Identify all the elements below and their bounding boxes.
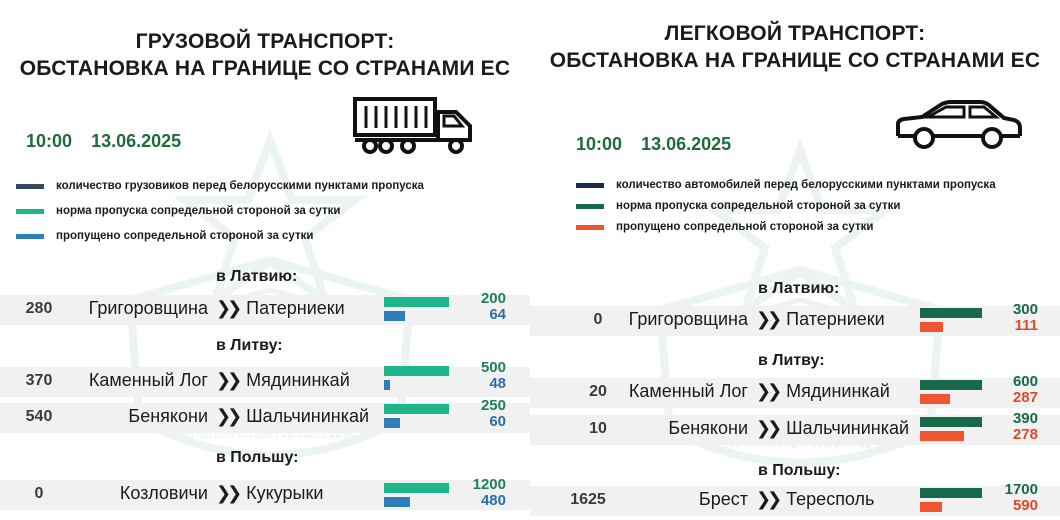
legend-swatch-queue [16, 184, 44, 189]
legend-swatch-norm [576, 204, 604, 209]
value-passed: 64 [489, 306, 506, 323]
bar-passed [920, 394, 950, 404]
legend-item-norm [576, 198, 900, 214]
legend-label-norm: норма пропуска сопредельной стороной за сутки [56, 205, 341, 217]
route-from: Бенякони [668, 418, 748, 438]
double-chevron-icon: ❯❯ [216, 406, 239, 426]
legend-item-passed [16, 228, 313, 244]
route-to: Мядининкай [786, 381, 890, 401]
bar-norm [920, 488, 982, 498]
legend-label-passed: пропущено сопредельной стороной за сутки [56, 230, 314, 242]
queue-count: 370 [25, 372, 53, 389]
bar-norm [384, 297, 449, 307]
page-title [530, 20, 1060, 74]
truck-icon [352, 96, 476, 159]
double-chevron-icon: ❯❯ [756, 489, 779, 509]
bar-passed [384, 497, 410, 507]
route-to: Тересполь [786, 489, 875, 509]
route [620, 418, 909, 439]
route-from: Григоровщина [88, 298, 208, 318]
route-from: Бенякони [128, 406, 208, 426]
value-norm: 250 [480, 397, 506, 414]
region-lithuania: в Литву: [216, 337, 283, 354]
queue-count: 0 [34, 485, 44, 502]
bar-norm [384, 404, 449, 414]
value-norm: 300 [1012, 301, 1038, 318]
route-from: Григоровщина [628, 309, 748, 329]
legend-item-queue [576, 177, 996, 193]
bar-passed [920, 502, 942, 512]
bar-norm [920, 380, 982, 390]
bar-passed [384, 380, 390, 390]
value-norm: 1200 [472, 476, 506, 493]
bar-passed [920, 322, 943, 332]
time-label: 10:00 [576, 134, 623, 154]
value-norm: 390 [1012, 410, 1038, 427]
bar-passed [384, 418, 400, 428]
route [74, 298, 345, 319]
region-poland: в Польшу: [758, 462, 841, 479]
table-row [0, 403, 530, 433]
value-norm: 200 [480, 290, 506, 307]
title-line-2: ОБСТАНОВКА НА ГРАНИЦЕ СО СТРАНАМИ ЕС [549, 49, 1041, 72]
double-chevron-icon: ❯❯ [756, 418, 779, 438]
route [620, 381, 890, 402]
route [74, 370, 350, 391]
double-chevron-icon: ❯❯ [216, 298, 239, 318]
value-passed: 111 [1014, 317, 1038, 334]
route-from: Козловичи [119, 483, 208, 503]
route-to: Мядининкай [246, 370, 350, 390]
bar-norm [920, 308, 982, 318]
value-passed: 48 [489, 375, 506, 392]
value-passed: 480 [480, 492, 506, 509]
queue-count: 540 [25, 408, 53, 425]
bar-norm [384, 483, 449, 493]
legend-swatch-queue [576, 183, 604, 188]
route-to: Кукурыки [246, 483, 324, 503]
route-to: Патерниеки [246, 298, 345, 318]
route-from: Каменный Лог [88, 370, 208, 390]
value-passed: 278 [1012, 426, 1038, 443]
route-to: Шальчининкай [246, 406, 370, 426]
double-chevron-icon: ❯❯ [216, 483, 239, 503]
queue-count: 1625 [570, 491, 606, 508]
region-latvia: в Латвию: [758, 280, 840, 297]
route [74, 406, 369, 427]
route-to: Шальчининкай [786, 418, 910, 438]
legend-label-passed: пропущено сопредельной стороной за сутки [616, 221, 874, 233]
legend-label-queue: количество грузовиков перед белорусскими пунктами пропуска [56, 180, 424, 192]
queue-count: 10 [589, 420, 607, 437]
queue-count: 0 [593, 311, 603, 328]
value-passed: 590 [1012, 497, 1038, 514]
route-from: Брест [698, 489, 748, 509]
table-row [0, 480, 530, 510]
table-row [0, 295, 530, 325]
queue-count: 20 [589, 383, 607, 400]
value-passed: 287 [1012, 389, 1038, 406]
legend-swatch-passed [16, 234, 44, 239]
date-line [576, 134, 731, 155]
route-from: Каменный Лог [628, 381, 748, 401]
value-passed: 60 [489, 413, 506, 430]
legend-item-queue [16, 178, 424, 194]
page-title [0, 28, 530, 82]
region-lithuania: в Литву: [758, 352, 825, 369]
region-poland: в Польшу: [216, 449, 299, 466]
table-row [0, 367, 530, 397]
double-chevron-icon: ❯❯ [756, 381, 779, 401]
bar-passed [384, 311, 405, 321]
car-icon [892, 100, 1024, 155]
title-line-1: ГРУЗОВОЙ ТРАНСПОРТ: [135, 30, 395, 53]
legend-item-norm [16, 203, 340, 219]
legend-label-norm: норма пропуска сопредельной стороной за сутки [616, 200, 901, 212]
date-label: 13.06.2025 [641, 134, 732, 154]
car-panel [530, 0, 1060, 520]
legend-swatch-passed [576, 225, 604, 230]
bar-passed [920, 431, 964, 441]
bar-norm [920, 417, 982, 427]
value-norm: 600 [1012, 373, 1038, 390]
date-label: 13.06.2025 [91, 131, 182, 151]
legend-item-passed [576, 219, 873, 235]
legend-swatch-norm [16, 209, 44, 214]
value-norm: 1700 [1004, 481, 1038, 498]
route [620, 489, 874, 510]
time-label: 10:00 [26, 131, 73, 151]
route-to: Патерниеки [786, 309, 885, 329]
legend-label-queue: количество автомобилей перед белорусскими пунктами пропуска [616, 179, 996, 191]
route [620, 309, 885, 330]
queue-count: 280 [25, 300, 53, 317]
title-line-2: ОБСТАНОВКА НА ГРАНИЦЕ СО СТРАНАМИ ЕС [19, 57, 511, 80]
double-chevron-icon: ❯❯ [756, 309, 779, 329]
date-line [26, 131, 181, 152]
value-norm: 500 [480, 359, 506, 376]
bar-norm [384, 366, 449, 376]
double-chevron-icon: ❯❯ [216, 370, 239, 390]
region-latvia: в Латвию: [216, 268, 298, 285]
title-line-1: ЛЕГКОВОЙ ТРАНСПОРТ: [664, 22, 926, 45]
route [74, 483, 323, 504]
